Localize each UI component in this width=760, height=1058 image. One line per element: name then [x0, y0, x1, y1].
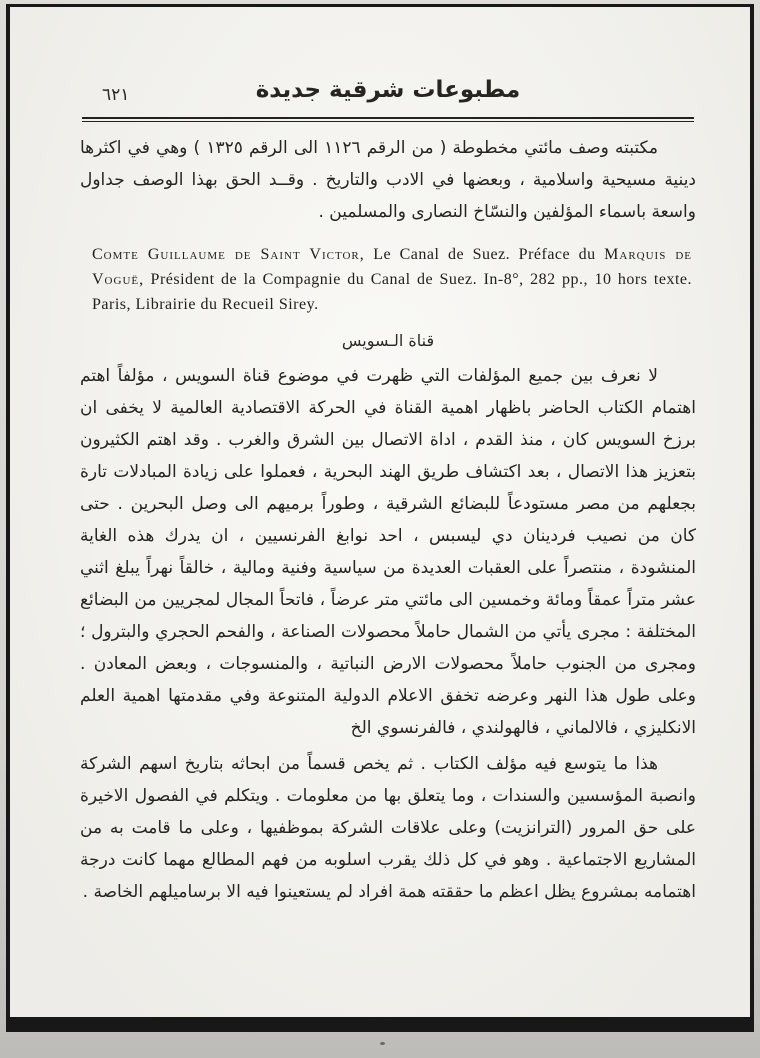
header-rule: [82, 117, 694, 122]
french-author-name: Comte Guillaume de Saint Victor,: [92, 246, 365, 263]
intro-paragraph: مكتبته وصف مائتي مخطوطة ( من الرقم ١١٢٦ الى الرقم ١٣٢٥ ) وهي في اكثرها دينية مسيحية واسلامية ، وبعضها في الادب والتاريخ . وقــد الحق بهذا الوصف جداول واسعة باسماء المؤلفين والنسّاخ النصارى والمسلمين .: [80, 138, 696, 222]
french-marquis-name: Marquis de Voguë,: [92, 246, 693, 288]
section-heading: قناة الـسويس: [341, 331, 435, 350]
scan-speck: [380, 1042, 385, 1045]
page-header-title: مطبوعات شرقية جديدة: [255, 77, 521, 103]
page-header: [80, 77, 696, 113]
page-number: ٦٢١: [102, 85, 130, 105]
page-body: [6, 4, 754, 1032]
french-entry-text-1: Le Canal de Suez. Préface du: [364, 246, 605, 263]
french-entry-text-2: Président de la Compagnie du Canal de Suez. In-8°, 282 pp., 10 hors texte. Paris, Librairie du Recueil Sirey.: [92, 271, 692, 313]
french-bibliography-entry: [92, 242, 692, 317]
body-paragraph-1: لا نعرف بين جميع المؤلفات التي ظهرت في موضوع قناة السويس ، مؤلفاً اهتم اهتمام الكتاب الحاضر باظهار اهمية القناة في الحركة الاقتصادية العالمية لا يخفى ان برزخ السويس كان ، منذ القدم ، اداة الاتصال بين الشرق والغرب . وقد اهتم الكثيرون بتعزيز هذا الاتصال ، بعد اكتشاف طريق الهند البحرية ، فعملوا على زيادة المبادلات تارة بجعلهم من مصر مستودعاً للبضائع الشرقية ، وطوراً برميهم الى وصل البحرين . حتى كان من نصيب فردينان دي ليسبس ، احد نوابغ الفرنسيين ، ان يدرك هذه الغاية المنشودة ، منتصراً على العقبات العديدة من سياسية وفنية ومالية ، خالقاً نهراً يبلغ اثني عشر متراً عمقاً ومائة وخمسين الى مائتي متر عرضاً ، فاتحاً المجال لمجريين من البضائع المختلفة : مجرى يأتي من الشمال حاملاً محصولات الصناعة ، والفحم الحجري والبترول ؛ ومجرى من الجنوب حاملاً محصولات الارض النباتية ، والمنسوجات ، وبعض المعادن . وعلى طول هذا النهر وعرضه تخفق الاعلام الدولية المتنوعة وفي مقدمتها اهمية العلم الانكليزي ، فالالماني ، فالهولندي ، فالفرنسوي الخ: [80, 366, 696, 738]
body-paragraph-2: هذا ما يتوسع فيه مؤلف الكتاب . ثم يخص قسماً من ابحاثه بتاريخ اسهم الشركة وانصبة المؤسسين والسندات ، وما يتعلق بها من معلومات . ويتكلم في الفصول الاخيرة على حق المرور (الترانزيت) وعلى علاقات الشركة بموظفيها ، وعلى ما قامت به من المشاريع الاجتماعية . وهو في كل ذلك يقرب اسلوبه من فهم المطالع مهما كانت درجة اهتمامه بمشروع يظل اعظم ما حققته همة افراد لم يستعينوا فيه الا برساميلهم الخاصة .: [80, 754, 696, 902]
